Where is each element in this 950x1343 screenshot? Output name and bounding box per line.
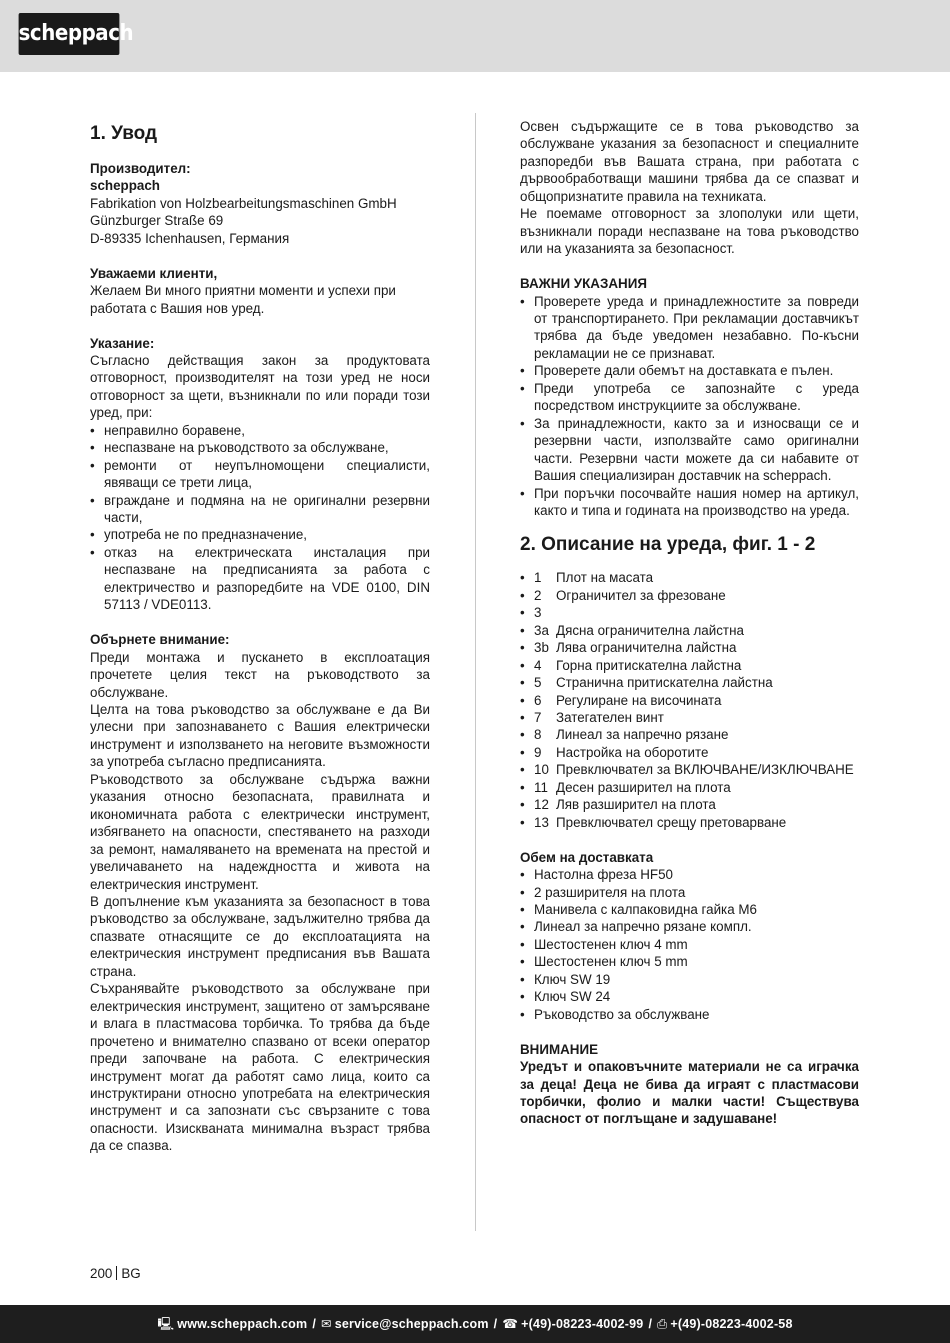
computer-icon: 🖳 <box>157 1317 175 1331</box>
footer-mail-link[interactable]: service@scheppach.com <box>334 1317 489 1331</box>
footer-fax: +(49)-08223-4002-58 <box>670 1317 793 1331</box>
attention-label: Обърнете внимание: <box>90 632 230 648</box>
attention-paragraph: Съхранявайте ръководството за обслужване при електрическия инструмент, защитено от замърсяване и влага в пластмасова торбичка. То трябва да бъде прочетено и внимателно спазвано от всеки оператор преди започване на работа. С електрическия инструмент могат да работят само лица, които са инструктирани относно употребата на електрическия инструмент и са запознати със свързаните с това опасности. Изискваната минимална възраст трябва да се спазва. <box>90 981 430 1154</box>
page-separator <box>116 1266 117 1280</box>
intro-paragraph: Не поемаме отговорност за злополуки или щети, възникнали поради неспазване на това ръководство или на указанията за безопасност. <box>520 206 859 257</box>
list-item: • Ключ SW 19 <box>520 971 859 988</box>
list-item: • 7 Затегателен винт <box>520 709 859 726</box>
list-item: • 3 <box>520 604 859 621</box>
customers-label: Уважаеми клиенти, <box>90 265 218 281</box>
list-item: • За принадлежности, както за и износващи се и резервни части, използвайте само оригинални части. Резервни части можете да си набавите от Вашия специализиран доставчик на scheppach. <box>520 415 859 485</box>
manufacturer-company: Fabrikation von Holzbearbeitungsmaschinen GmbH <box>90 195 397 211</box>
footer-phone: +(49)-08223-4002-99 <box>521 1317 644 1331</box>
column-divider <box>475 113 476 1231</box>
customers-text: Желаем Ви много приятни моменти и успехи при работата с Вашия нов уред. <box>90 283 396 316</box>
list-item: • 10 Превключвател за ВКЛЮЧВАНЕ/ИЗКЛЮЧВАНЕ <box>520 761 859 778</box>
list-item: • При поръчки посочвайте нашия номер на артикул, както и типа и годината на производство на уреда. <box>520 485 859 520</box>
list-item: • Шестостенен ключ 5 mm <box>520 953 859 970</box>
list-item: • 5 Странична притискателна лайстна <box>520 674 859 691</box>
manufacturer-city: D-89335 Ichenhausen, Германия <box>90 230 290 246</box>
list-item: • Ключ SW 24 <box>520 988 859 1005</box>
manufacturer-street: Günzburger Straße 69 <box>90 213 224 229</box>
note-label: Указание: <box>90 335 155 351</box>
note-text: Съгласно действащия закон за продуктовата отговорност, производителят на този уред не носи отговорност за щети, възникнали по или поради този уред, при: <box>90 352 430 421</box>
left-column <box>90 118 430 1155</box>
list-item: • Проверете дали обемът на доставката е пълен. <box>520 362 859 379</box>
list-item: • 9 Настройка на оборотите <box>520 744 859 761</box>
list-item: • Манивела с калпаковидна гайка M6 <box>520 901 859 918</box>
delivery-list <box>520 866 859 1023</box>
envelope-icon: ✉ <box>321 1317 332 1331</box>
list-item: • 13 Превключвател срещу претоварване <box>520 814 859 831</box>
attention-paragraph: Преди монтажа и пускането в експлоатация прочетете целия текст на ръководството за обслужване. <box>90 649 430 700</box>
footer-bar: 🖳 www.scheppach.com / ✉ service@scheppach.com / ☎ +(49)-08223-4002-99 / ⎙ +(49)-08223-4002-58 <box>0 1305 950 1343</box>
important-label: ВАЖНИ УКАЗАНИЯ <box>520 276 647 292</box>
list-item: • 3b Лява ограничителна лайстна <box>520 639 859 656</box>
attention-paragraph: Целта на това ръководство за обслужване е да Ви улесни при запознаването с Вашия електрически инструмент и използването на неговите възможности за употреба съгласно предписанията. <box>90 702 430 770</box>
attention-paragraph: В допълнение към указанията за безопасност в това ръководство за обслужване, задължително трябва да спазвате отнасящите се до експлоатацията на електрическия инструмент предписания във Вашата страна. <box>90 893 430 979</box>
list-item: • 2 разширителя на плота <box>520 884 859 901</box>
warning-text: Уредът и опаковъчните материали не са играчка за деца! Деца не бива да играят с пластмасови торбички, фолио и малки части! Съществува опасност от поглъщане и задушаване! <box>520 1059 859 1127</box>
important-list <box>520 293 859 520</box>
list-item: • отказ на електрическата инсталация при неспазване на предписанията за работа с електричество и разпоредбите на VDE 0100, DIN 57113 / VDE0113. <box>90 544 430 614</box>
list-item: • Шестостенен ключ 4 mm <box>520 936 859 953</box>
attention-paragraph: Ръководството за обслужване съдържа важни указания относно безопасната, правилната и икономичната работа с електрически инструмент, избягването на опасности, спестяването на разходи за ремонт, намаляването на времената на престой и увеличаването на надеждността и живота на електрическия инструмент. <box>90 771 430 892</box>
page-language: BG <box>121 1266 141 1281</box>
intro-paragraph: Освен съдържащите се в това ръководство за обслужване указания за безопасност и специалните разпоредби във Вашата страна, при работата с дървообработващи машини трябва да се спазват и общопризнатите правила на техниката. <box>520 119 859 204</box>
list-item: • 6 Регулиране на височината <box>520 692 859 709</box>
phone-icon: ☎ <box>502 1317 519 1331</box>
list-item: • 2 Ограничител за фрезоване <box>520 587 859 604</box>
list-item: • 3a Дясна ограничителна лайстна <box>520 622 859 639</box>
warning-label: ВНИМАНИЕ <box>520 1041 599 1057</box>
list-item: • неправилно боравене, <box>90 422 430 439</box>
parts-list <box>520 569 859 831</box>
list-item: • 4 Горна притискателна лайстна <box>520 657 859 674</box>
section-heading-description: 2. Описание на уреда, фиг. 1 - 2 <box>520 534 816 556</box>
list-item: • вграждане и подмяна на не оригинални резервни части, <box>90 492 430 527</box>
list-item: • неспазване на ръководството за обслужване, <box>90 439 430 456</box>
list-item: • 11 Десен разширител на плота <box>520 779 859 796</box>
delivery-label: Обем на доставката <box>520 849 654 865</box>
fax-icon: ⎙ <box>657 1317 668 1331</box>
list-item: • ремонти от неупълномощени специалисти, явяващи се трети лица, <box>90 457 430 492</box>
list-item: • 1 Плот на масата <box>520 569 859 586</box>
section-heading-intro: 1. Увод <box>90 123 158 144</box>
list-item: • 8 Линеал за напречно рязане <box>520 726 859 743</box>
footer-web-link[interactable]: www.scheppach.com <box>177 1317 308 1331</box>
list-item: • Ръководство за обслужване <box>520 1006 859 1023</box>
list-item: • Линеал за напречно рязане компл. <box>520 918 859 935</box>
list-item: • Проверете уреда и принадлежностите за повреди от транспортирането. При рекламации доставчикът трябва да бъде уведомен незабавно. По-късни рекламации не се признават. <box>520 293 859 363</box>
page-number-value: 200 <box>90 1266 113 1281</box>
list-item: • Преди употреба се запознайте с уреда посредством инструкциите за обслужване. <box>520 380 859 415</box>
right-column <box>520 118 859 1128</box>
list-item: • 12 Ляв разширител на плота <box>520 796 859 813</box>
scheppach-logo: scheppach <box>19 13 120 55</box>
header-band <box>0 0 950 72</box>
note-list <box>90 422 430 614</box>
page-number <box>90 1266 141 1281</box>
list-item: • употреба не по предназначение, <box>90 526 430 543</box>
manufacturer-label: Производител: <box>90 161 191 176</box>
list-item: • Настолна фреза HF50 <box>520 866 859 883</box>
manufacturer-brand: scheppach <box>90 178 160 194</box>
